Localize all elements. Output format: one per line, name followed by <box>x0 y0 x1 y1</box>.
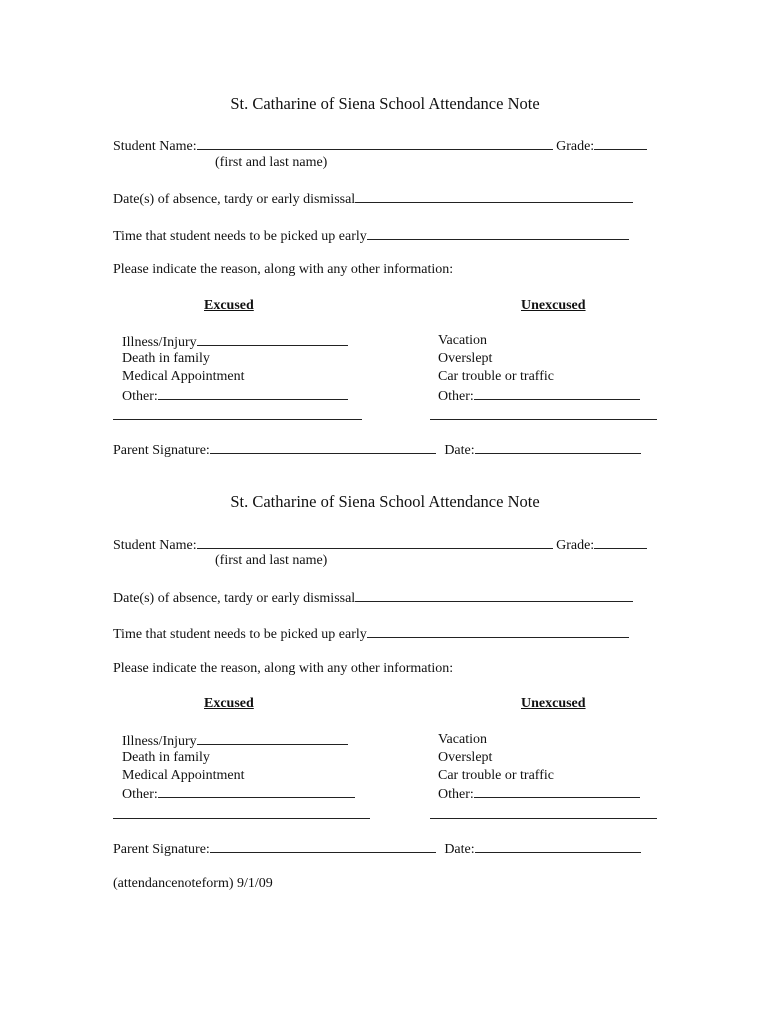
name-hint: (first and last name) <box>215 553 328 568</box>
dates-field[interactable] <box>355 189 633 203</box>
date-label: Date: <box>444 443 475 458</box>
unexcused-item-other: Other: <box>438 386 640 406</box>
excused-other-field[interactable] <box>158 386 348 400</box>
signature-row <box>113 839 641 859</box>
unexcused-heading: Unexcused <box>521 298 586 313</box>
student-name-row <box>113 535 647 555</box>
date-label: Date: <box>444 842 475 857</box>
excused-item-other: Other: <box>122 784 355 804</box>
unexcused-item-other: Other: <box>438 784 640 804</box>
name-hint: (first and last name) <box>215 155 328 170</box>
unexcused-extra-line[interactable] <box>430 818 657 819</box>
pickup-field[interactable] <box>367 624 629 638</box>
dates-field[interactable] <box>355 588 633 602</box>
form-title: St. Catharine of Siena School Attendance Note <box>230 94 540 113</box>
parent-signature-label: Parent Signature: <box>113 842 210 857</box>
parent-signature-label: Parent Signature: <box>113 443 210 458</box>
unexcused-item-vacation: Vacation <box>438 732 487 747</box>
excused-extra-line[interactable] <box>113 419 362 420</box>
dates-label: Date(s) of absence, tardy or early dismissal <box>113 192 356 207</box>
student-name-label: Student Name: <box>113 139 197 154</box>
excused-item-illness: Illness/Injury <box>122 332 348 352</box>
excused-item-other: Other: <box>122 386 348 406</box>
pickup-row <box>113 226 629 246</box>
unexcused-other-field[interactable] <box>474 784 640 798</box>
parent-signature-field[interactable] <box>210 440 436 454</box>
illness-field[interactable] <box>197 332 348 346</box>
excused-heading: Excused <box>204 696 254 711</box>
excused-heading: Excused <box>204 298 254 313</box>
unexcused-item-car-trouble: Car trouble or traffic <box>438 369 554 384</box>
excused-item-medical: Medical Appointment <box>122 768 245 783</box>
excused-item-death: Death in family <box>122 351 210 366</box>
grade-field[interactable] <box>594 535 647 549</box>
student-name-field[interactable] <box>197 535 553 549</box>
unexcused-extra-line[interactable] <box>430 419 657 420</box>
pickup-label: Time that student needs to be picked up early <box>113 229 367 244</box>
pickup-label: Time that student needs to be picked up early <box>113 627 367 642</box>
unexcused-item-car-trouble: Car trouble or traffic <box>438 768 554 783</box>
unexcused-item-vacation: Vacation <box>438 333 487 348</box>
unexcused-item-overslept: Overslept <box>438 750 493 765</box>
signature-row <box>113 440 641 460</box>
student-name-label: Student Name: <box>113 538 197 553</box>
unexcused-heading: Unexcused <box>521 696 586 711</box>
date-field[interactable] <box>475 839 641 853</box>
unexcused-item-overslept: Overslept <box>438 351 493 366</box>
student-name-row <box>113 136 647 156</box>
dates-row <box>113 588 633 608</box>
footer-form-id: (attendancenoteform) 9/1/09 <box>113 876 273 891</box>
pickup-row <box>113 624 629 644</box>
parent-signature-field[interactable] <box>210 839 436 853</box>
reason-prompt: Please indicate the reason, along with any other information: <box>113 262 454 277</box>
form-title: St. Catharine of Siena School Attendance Note <box>230 492 540 511</box>
excused-extra-line[interactable] <box>113 818 370 819</box>
excused-other-field[interactable] <box>158 784 355 798</box>
unexcused-other-field[interactable] <box>474 386 640 400</box>
excused-item-illness: Illness/Injury <box>122 731 348 751</box>
pickup-field[interactable] <box>367 226 629 240</box>
reason-prompt: Please indicate the reason, along with any other information: <box>113 661 454 676</box>
illness-field[interactable] <box>197 731 348 745</box>
dates-label: Date(s) of absence, tardy or early dismissal <box>113 591 356 606</box>
dates-row <box>113 189 633 209</box>
excused-item-medical: Medical Appointment <box>122 369 245 384</box>
grade-label: Grade: <box>556 538 595 553</box>
date-field[interactable] <box>475 440 641 454</box>
grade-field[interactable] <box>594 136 647 150</box>
excused-item-death: Death in family <box>122 750 210 765</box>
grade-label: Grade: <box>556 139 595 154</box>
student-name-field[interactable] <box>197 136 553 150</box>
